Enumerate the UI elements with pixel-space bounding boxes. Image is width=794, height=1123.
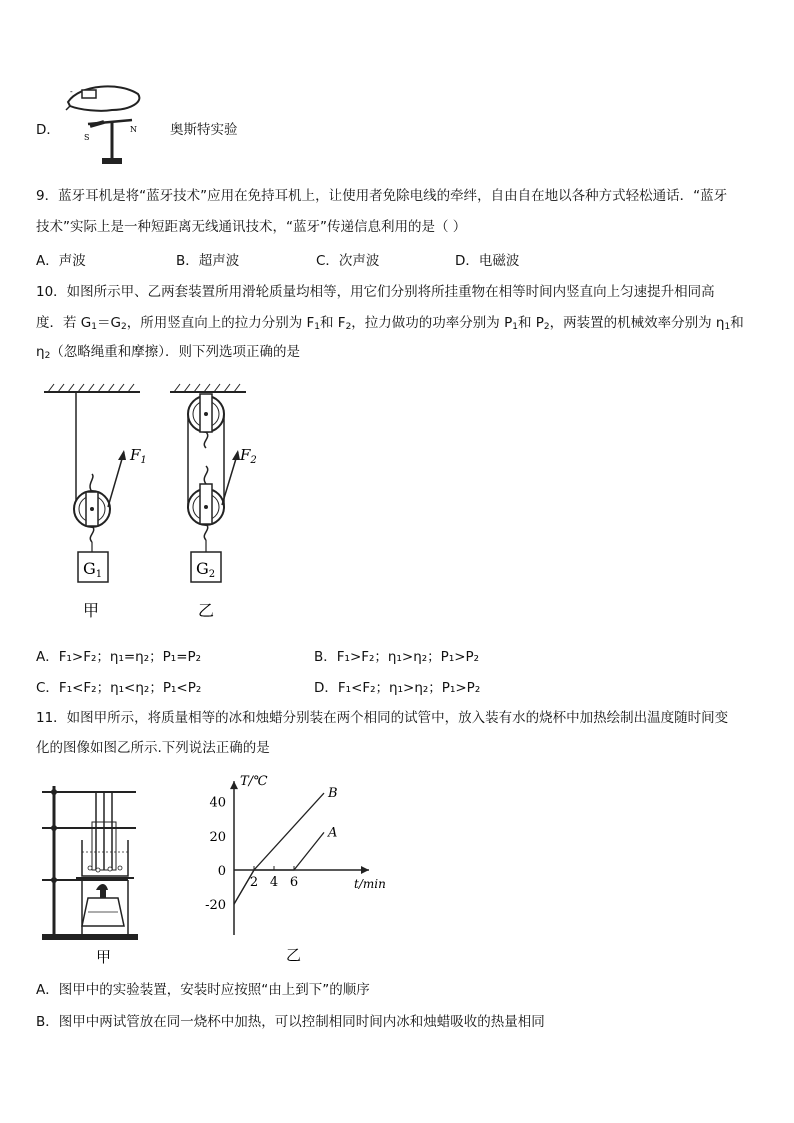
- svg-text:-: -: [70, 87, 73, 96]
- oersted-experiment-figure: [60, 80, 146, 172]
- f2-label: $F_2$: [240, 446, 257, 466]
- q11-option-a: A．图甲中的实验装置，安装时应按照“由上到下”的顺序: [36, 982, 370, 998]
- q10-stem-line1: 10．如图所示甲、乙两套装置所用滑轮质量均相等，用它们分别将所挂重物在相等时间内竖直向上匀速提升相同高: [36, 284, 715, 300]
- pulley-figure: [36, 380, 276, 630]
- q11-stem-line2: 化的图像如图乙所示.下列说法正确的是: [36, 740, 270, 756]
- g2-label: G2: [196, 559, 216, 580]
- x-axis-label: t/min: [354, 877, 386, 891]
- q10-option-c: C．F₁<F₂；η₁<η₂；P₁<P₂: [36, 680, 202, 696]
- q11-option-b: B．图甲中两试管放在同一烧杯中加热，可以控制相同时间内冰和烛蜡吸收的热量相同: [36, 1014, 545, 1030]
- q8-option-d-text: 奥斯特实验: [170, 122, 238, 138]
- x-tick-label: 2: [249, 875, 259, 890]
- x-axis-arrow: [361, 866, 369, 874]
- q9-option-c: C．次声波: [316, 253, 380, 269]
- series-label-A: A: [328, 825, 338, 841]
- y-tick-label: 0: [217, 864, 226, 879]
- heating-apparatus-figure: [36, 778, 146, 968]
- x-tick-label: 6: [289, 875, 299, 890]
- temperature-time-chart: [190, 760, 400, 970]
- figure-yi-label: 乙: [198, 601, 215, 620]
- q9-option-b: B．超声波: [176, 253, 240, 269]
- y-axis-label: T/℃: [240, 774, 268, 790]
- fig-jia-label: 甲: [96, 948, 112, 966]
- series-label-B: B: [328, 786, 338, 802]
- g1-label: G1: [83, 559, 103, 580]
- svg-text:N: N: [130, 125, 137, 134]
- y-axis-arrow: [230, 781, 238, 789]
- f1-label: $F_1$: [130, 446, 147, 466]
- svg-text:S: S: [84, 133, 90, 142]
- q10-stem-line3: $\eta_2$（忽略绳重和摩擦）．则下列选项正确的是: [36, 344, 301, 361]
- q9-option-d: D．电磁波: [455, 253, 520, 269]
- q8-option-d-letter: D．: [36, 122, 60, 138]
- q9-option-a: A．声波: [36, 253, 86, 269]
- x-tick-label: 4: [269, 875, 279, 890]
- fig-yi-label: 乙: [286, 946, 302, 964]
- q10-stem-line2: 度．若 $G_1=G_2$，所用竖直向上的拉力分别为 $F_1$和 $F_2$，拉力做功的功率分别为 $P_1$和 $P_2$，两装置的机械效率分别为 $\eta_1$和: [36, 315, 744, 332]
- q10-option-d: D．F₁<F₂；η₁>η₂；P₁>P₂: [314, 680, 481, 696]
- y-tick-label: 20: [209, 829, 226, 845]
- q10-option-b: B．F₁>F₂；η₁>η₂；P₁>P₂: [314, 649, 480, 665]
- q9-stem-line2: 技术”实际上是一种短距离无线通讯技术，“蓝牙”传递信息利用的是（ ）: [36, 219, 467, 235]
- y-tick-label: -20: [205, 898, 226, 914]
- q11-stem-line1: 11．如图甲所示，将质量相等的冰和烛蜡分别装在两个相同的试管中，放入装有水的烧杯中加热绘制出温度随时间变: [36, 710, 729, 726]
- y-tick-label: 40: [209, 795, 226, 811]
- q9-stem-line1: 9．蓝牙耳机是将“蓝牙技术”应用在免持耳机上，让使用者免除电线的牵绊，自由自在地以各种方式轻松通话．“蓝牙: [36, 188, 728, 204]
- figure-jia-label: 甲: [83, 601, 100, 620]
- q10-option-a: A．F₁>F₂；η₁=η₂；P₁=P₂: [36, 649, 202, 665]
